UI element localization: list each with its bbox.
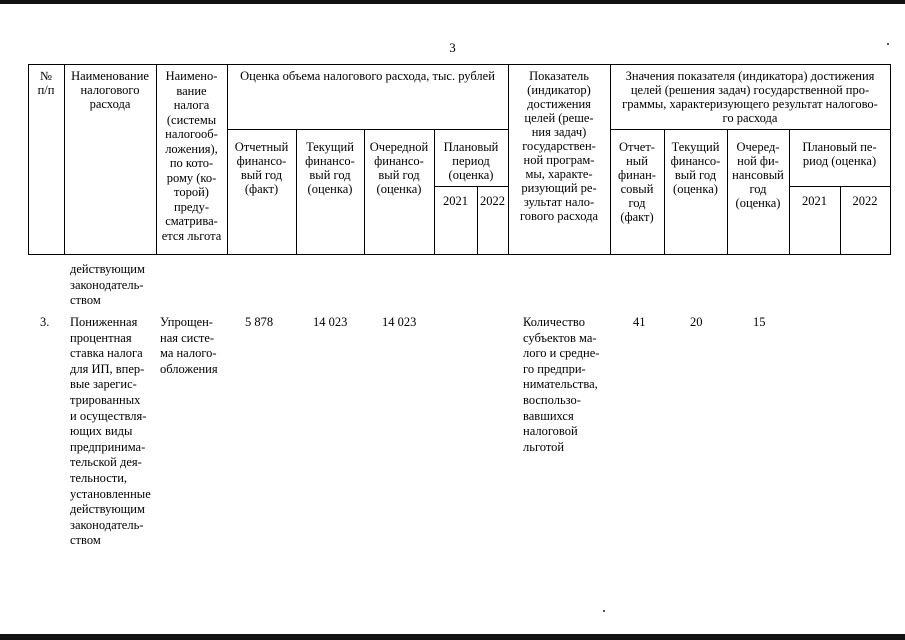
row-number: 3.	[40, 315, 50, 329]
header-v-report-year: Отчет- ный финан- совый год (факт)	[618, 140, 656, 224]
header-estimate-group: Оценка объема налогового расхода, тыс. рублей	[240, 69, 495, 83]
header-indicator: Показатель (индикатор) достижения целей (реше- ния задач) государствен- ной програм- мы, характе- ризующий ре- зультат нало- гового расхода	[519, 69, 599, 223]
header-year-2021: 2021	[443, 194, 468, 208]
header-v-plan-period: Плановый пе- риод (оценка)	[802, 140, 877, 168]
header-expense-name: Наименование налогового расхода	[71, 69, 149, 111]
header-v-year-2022: 2022	[852, 194, 878, 208]
continuation-text: действующим законодатель- ством	[70, 262, 145, 308]
row-current-value: 14 023	[313, 315, 348, 329]
row-v-report-value: 41	[633, 315, 646, 329]
header-next-year: Очередной финансо- вый год (оценка)	[369, 140, 429, 196]
header-report-year: Отчетный финансо- вый год (факт)	[234, 140, 289, 196]
top-scan-border	[0, 0, 905, 4]
header-tax-name: Наимено- вание налога (системы налогооб- ложения), по кото- рому (ко- торой) преду- сматрива- ется льгота	[161, 69, 222, 243]
scan-speck	[603, 610, 605, 612]
header-number: № п/п	[37, 69, 55, 97]
row-next-value: 14 023	[382, 315, 417, 329]
header-plan-period: Плановый период (оценка)	[443, 140, 499, 182]
row-tax-name: Упрощен- ная систе- ма налого- обложения	[160, 315, 218, 376]
header-year-2022: 2022	[480, 194, 505, 208]
row-report-value: 5 878	[245, 315, 274, 329]
row-indicator: Количество субъектов ма- лого и средне- го предпри- нимательства, воспользо- вавшихся налоговой льготой	[523, 315, 600, 454]
header-v-current-year: Текущий финансо- вый год (оценка)	[670, 140, 721, 196]
page-number: 3	[449, 40, 456, 55]
header-values-group: Значения показателя (индикатора) достижения целей (решения задач) государственной про- граммы, характеризующего результат налогово- го расхода	[622, 69, 878, 125]
header-v-next-year: Очеред- ной фи- нансовый год (оценка)	[732, 140, 784, 210]
row-v-next-value: 15	[753, 315, 766, 329]
header-current-year: Текущий финансо- вый год (оценка)	[305, 140, 355, 196]
bottom-scan-border	[0, 634, 905, 640]
row-expense-name: Пониженная процентная ставка налога для ИП, впер- вые зарегис- трированных и осуществля- ющих виды предпринима- тельской дея- тельности, установленные действующим законодатель- ством	[70, 315, 151, 548]
header-v-year-2021: 2021	[802, 194, 827, 208]
row-v-current-value: 20	[690, 315, 703, 329]
